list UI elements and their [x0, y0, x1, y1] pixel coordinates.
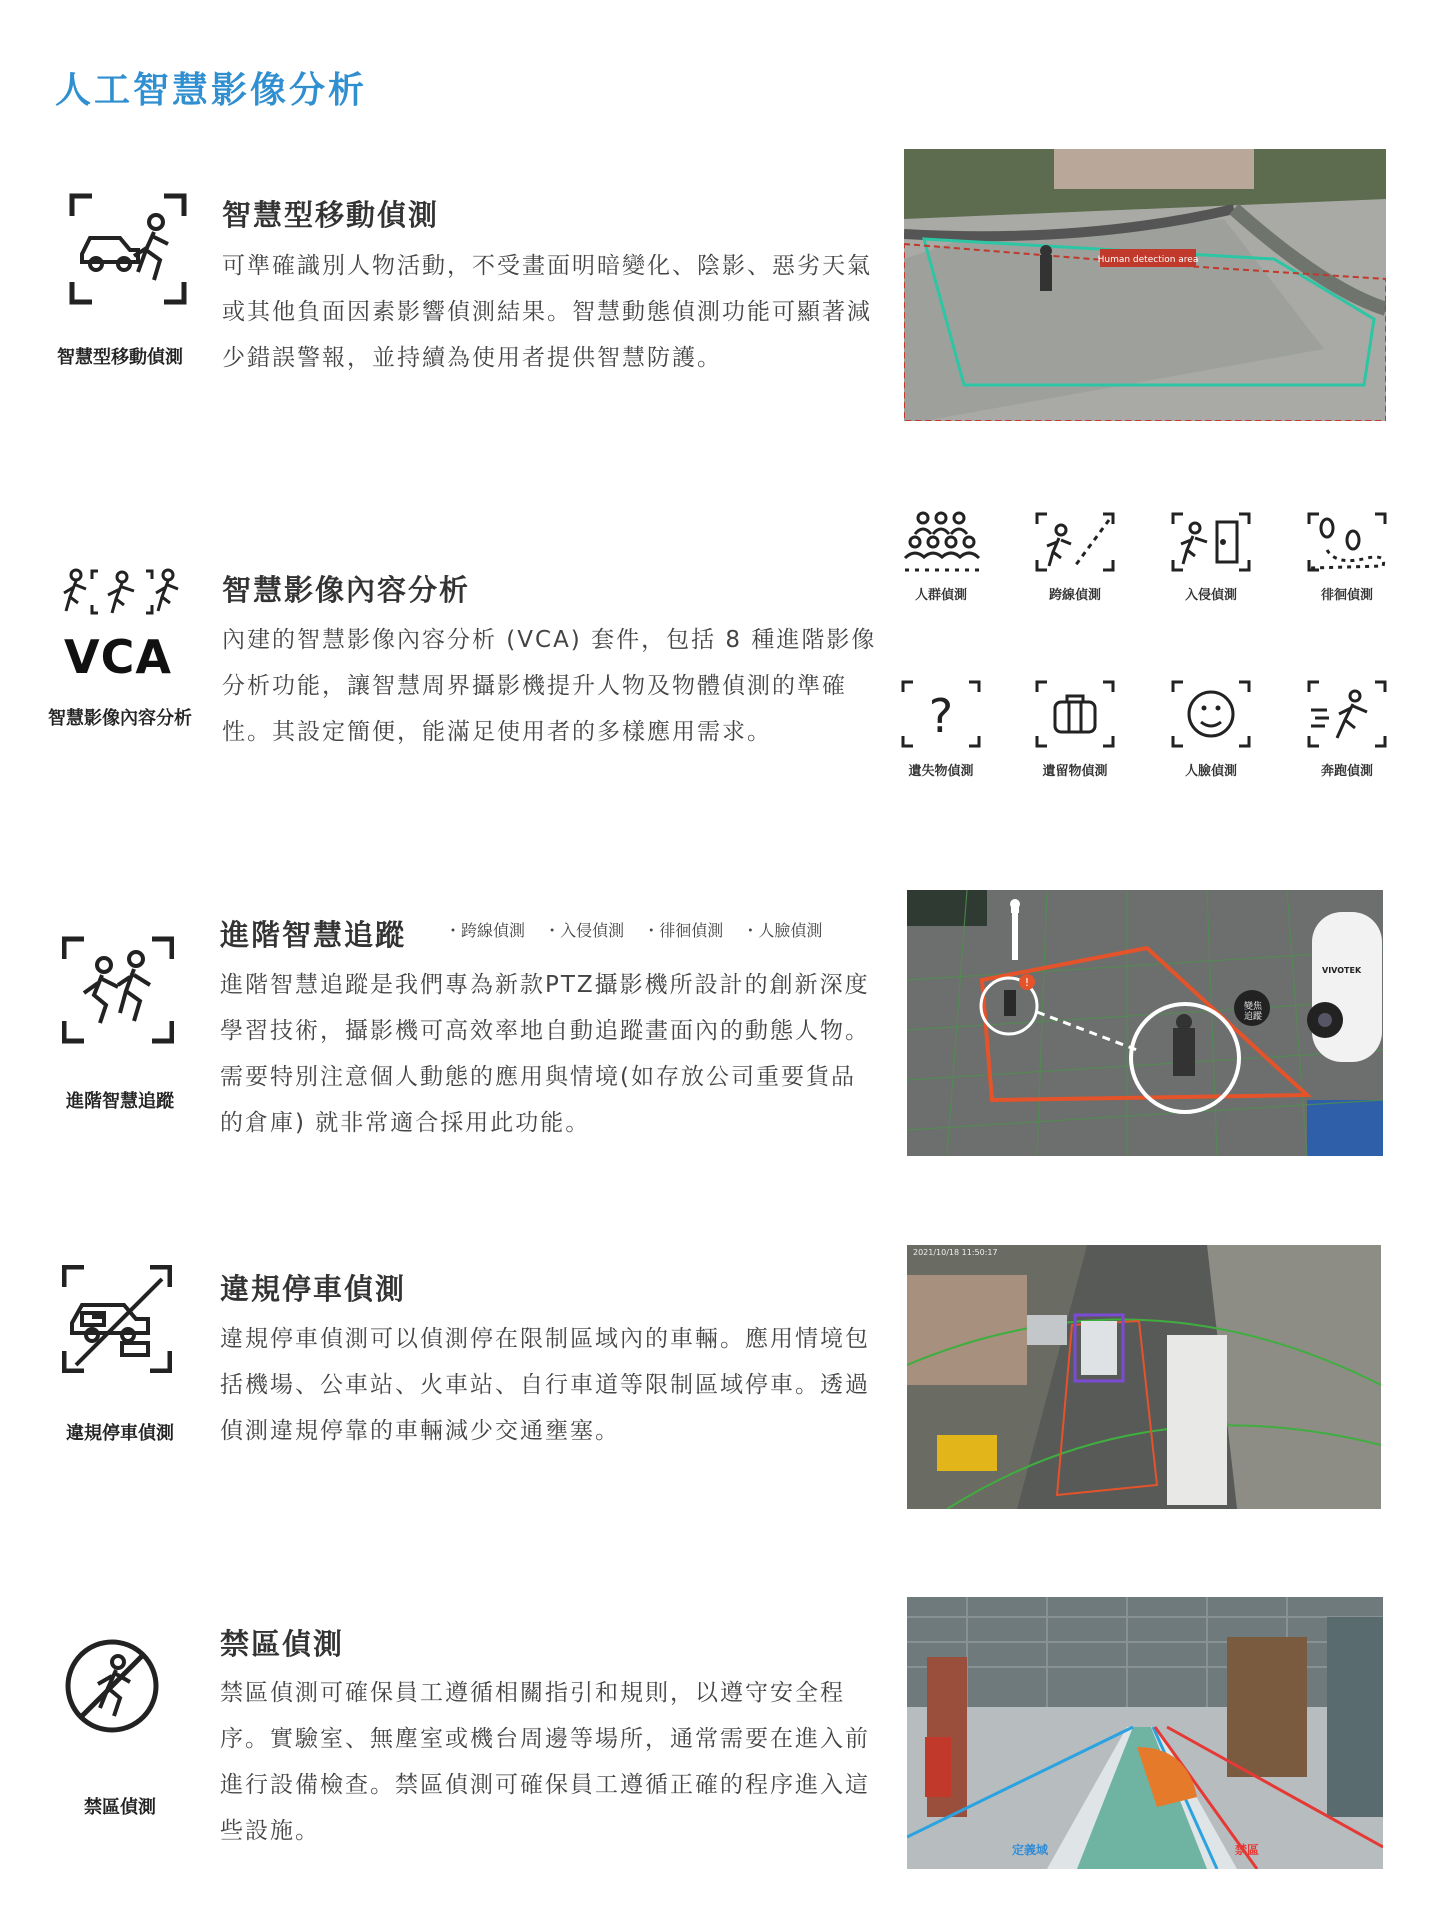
illegal-parking-image — [907, 1245, 1381, 1509]
section-title: 智慧影像內容分析 — [222, 573, 471, 607]
no-entry-icon — [62, 1636, 162, 1736]
vca-loitering: 徘徊偵測 — [1282, 510, 1412, 603]
section-body: 內建的智慧影像內容分析 (VCA) 套件，包括 8 種進階影像分析功能，讓智慧周界攝影機提升人物及物體偵測的準確性。其設定簡便，能滿足使用者的多樣應用需求。 — [222, 627, 877, 745]
vca-people-icon — [62, 567, 182, 617]
tag: ・ 入侵偵測 — [544, 921, 624, 940]
section-title: 違規停車偵測 — [220, 1272, 407, 1306]
zone-label-defined: 定義域 — [1012, 1843, 1049, 1857]
camera-brand: VIVOTEK — [1322, 966, 1362, 975]
human-detection-image — [904, 149, 1386, 421]
section-icon-label: 智慧型移動偵測 — [57, 347, 183, 368]
section-title: 進階智慧追蹤 — [220, 918, 407, 952]
section-icon-label: 違規停車偵測 — [66, 1423, 174, 1444]
vca-missing-object: ? 遺失物偵測 — [876, 678, 1006, 779]
loitering-icon — [1307, 510, 1387, 574]
section-body: 可準確識別人物活動，不受畫面明暗變化、陰影、惡劣天氣或其他負面因素影響偵測結果。智慧動態偵測功能可顯著減少錯誤警報，並持續為使用者提供智慧防護。 — [222, 253, 872, 371]
section-body: 禁區偵測可確保員工遵循相關指引和規則，以遵守安全程序。實驗室、無塵室或機台周邊等場所，通常需要在進入前進行設備檢查。禁區偵測可確保員工遵循正確的程序進入這些設施。 — [220, 1680, 870, 1844]
zone-label-restricted: 禁區 — [1235, 1843, 1260, 1857]
line-crossing-icon — [1035, 510, 1115, 574]
vca-face: 人臉偵測 — [1146, 678, 1276, 779]
vca-running: 奔跑偵測 — [1282, 678, 1412, 779]
camera-timestamp: 2021/10/18 11:50:17 — [913, 1248, 998, 1257]
tracking-icon — [62, 935, 174, 1045]
vca-icon-text: VCA — [64, 630, 172, 684]
car-person-icon — [68, 192, 188, 307]
tag: ・ 人臉偵測 — [742, 921, 822, 940]
ptz-tracking-image — [907, 890, 1383, 1156]
crowd-icon — [901, 510, 981, 574]
svg-text:!: ! — [1024, 976, 1030, 989]
vca-unattended-object: 遺留物偵測 — [1010, 678, 1140, 779]
restricted-zone-image — [907, 1597, 1383, 1869]
question-icon — [901, 678, 981, 750]
section-body: 進階智慧追蹤是我們專為新款PTZ攝影機所設計的創新深度學習技術，攝影機可高效率地自動追蹤畫面內的動態人物。需要特別注意個人動態的應用與情境(如存放公司重要貨品的倉庫) 就非常適合採用此功能。 — [220, 972, 870, 1136]
vca-line-crossing: 跨線偵測 — [1010, 510, 1140, 603]
bag-icon — [1035, 678, 1115, 750]
zoom-tracking-badge: 變焦 追蹤 — [1243, 1002, 1262, 1022]
section-icon-label: 進階智慧追蹤 — [66, 1091, 174, 1112]
section-title: 禁區偵測 — [220, 1627, 345, 1661]
parking-icon — [62, 1265, 172, 1373]
face-icon — [1171, 678, 1251, 750]
tracking-tags — [445, 918, 836, 941]
human-detection-area-label: Human detection area — [1097, 255, 1199, 265]
vca-intrusion: 入侵偵測 — [1146, 510, 1276, 603]
intrusion-icon — [1171, 510, 1251, 574]
tag: ・ 跨線偵測 — [445, 921, 525, 940]
section-icon-label: 智慧影像內容分析 — [48, 708, 192, 729]
section-body: 違規停車偵測可以偵測停在限制區域內的車輛。應用情境包括機場、公車站、火車站、自行車道等限制區域停車。透過偵測違規停靠的車輛減少交通壅塞。 — [220, 1326, 870, 1444]
running-icon — [1307, 678, 1387, 750]
page-title: 人工智慧影像分析 — [55, 70, 368, 111]
vca-crowd: 人群偵測 — [876, 510, 1006, 603]
section-title: 智慧型移動偵測 — [222, 198, 440, 232]
tag: ・ 徘徊偵測 — [643, 921, 723, 940]
section-icon-label: 禁區偵測 — [84, 1797, 156, 1818]
svg-text:?: ? — [928, 689, 954, 743]
